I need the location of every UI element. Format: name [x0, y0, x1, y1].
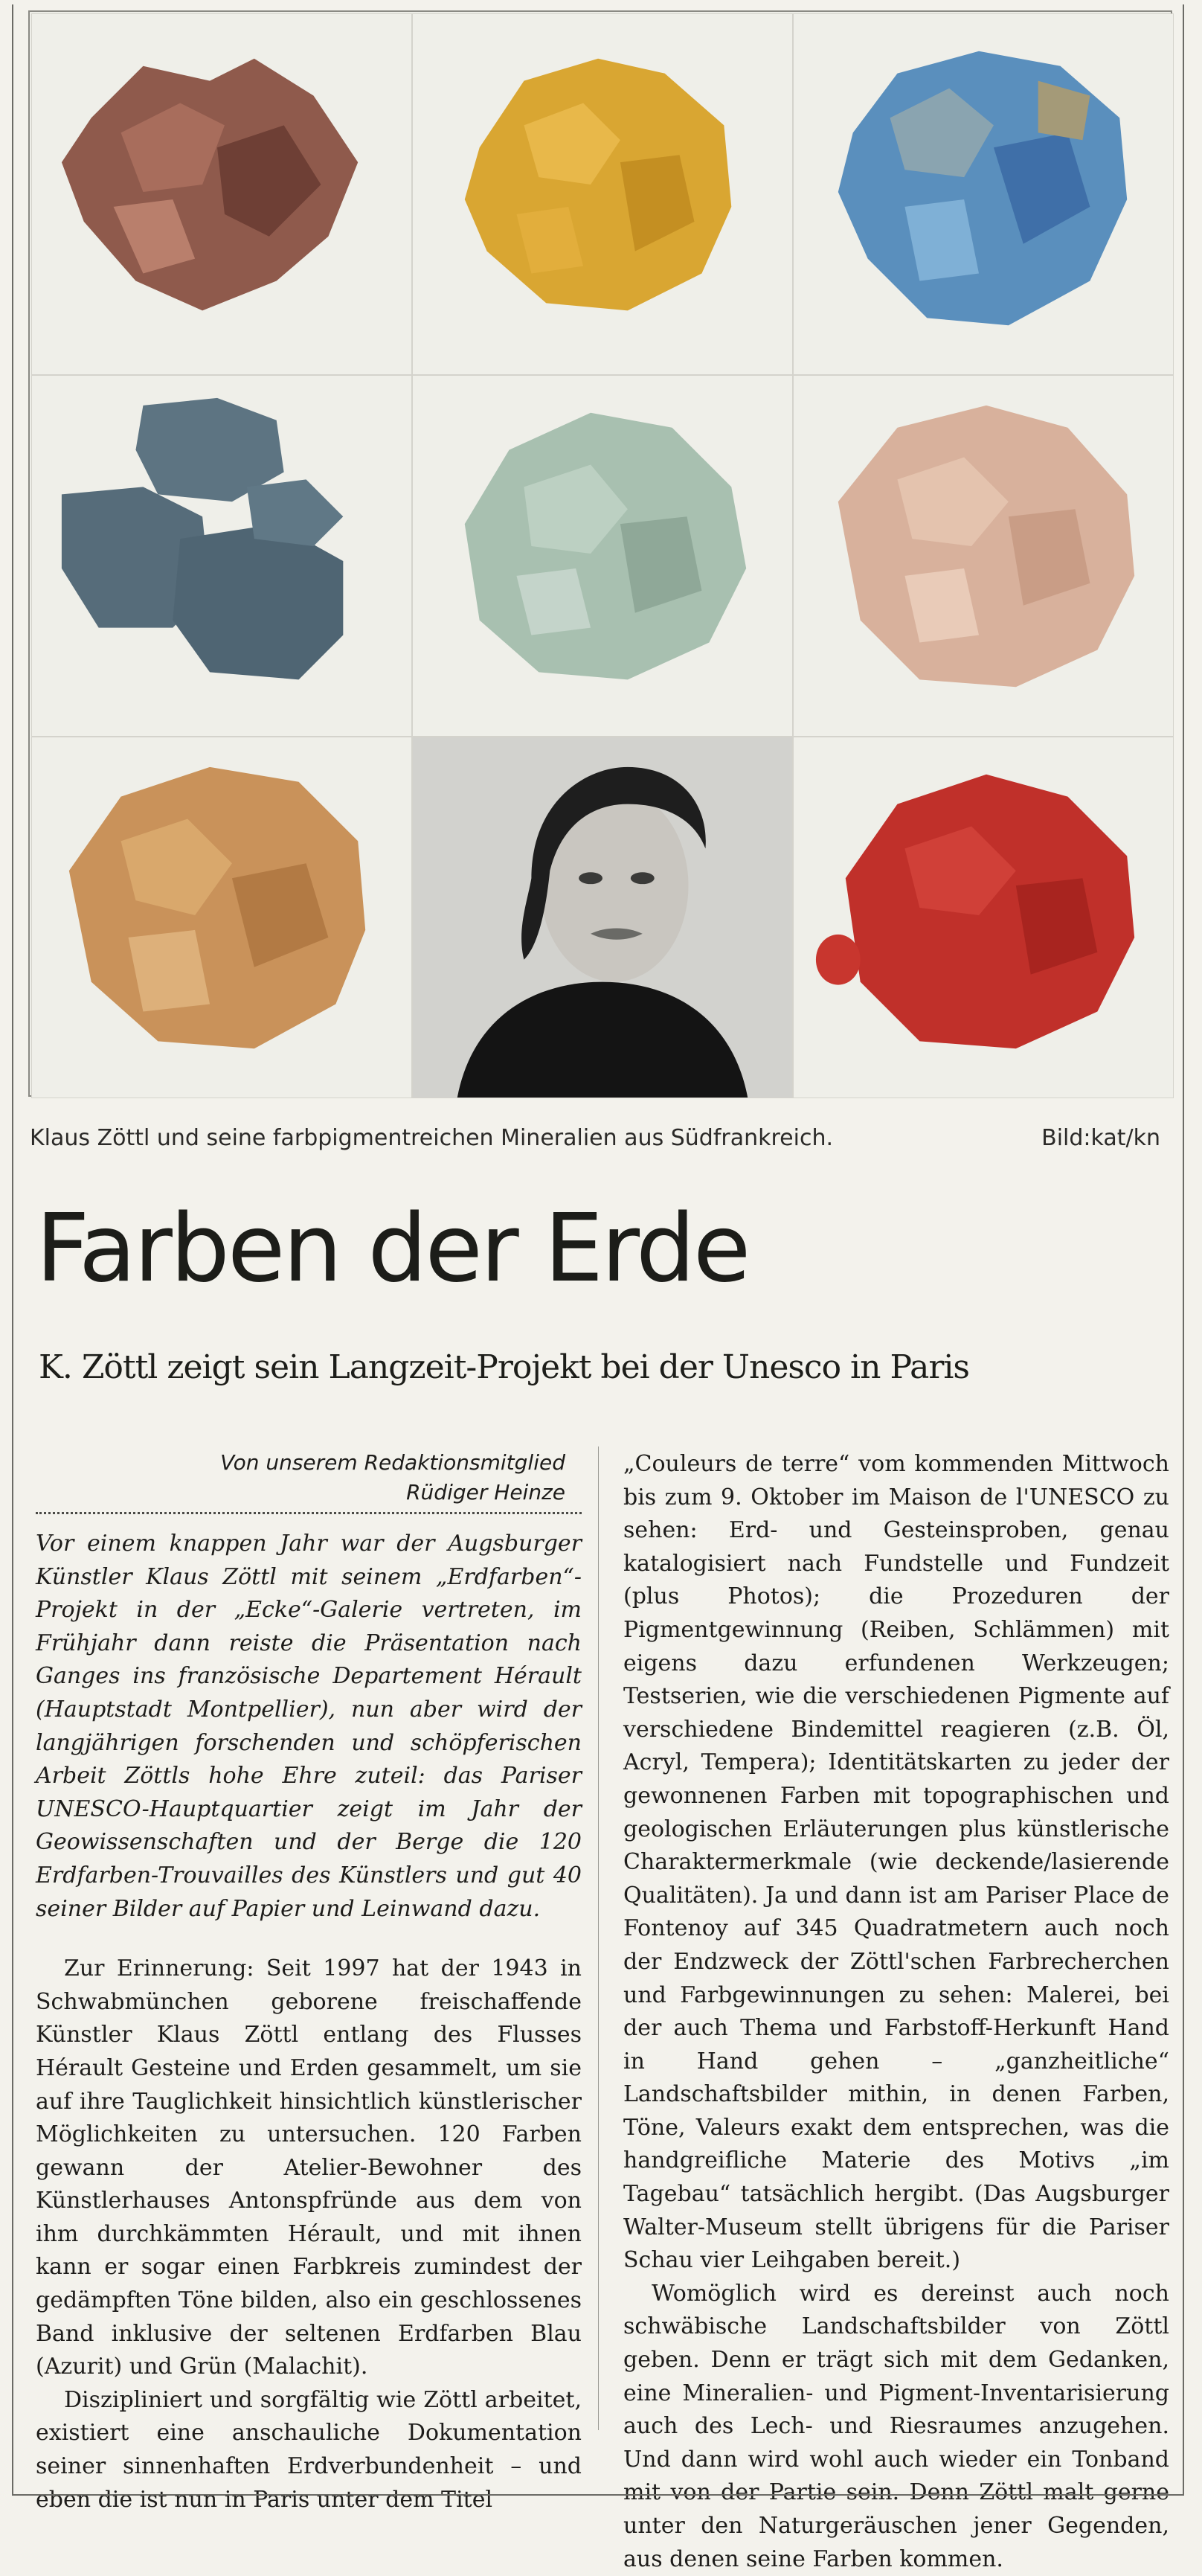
article-lead: Vor einem knappen Jahr war der Augsburger Künstler Klaus Zöttl mit seinem „Erdfarben“-Projekt in der „Ecke“-Galerie vertreten, im Frühjahr dann reiste die Präsentation nach Ganges ins französische Departement Hérault (Hauptstadt Montpellier), nun aber wird der langjährigen forschenden und schöpferischen Arbeit Zöttls hohe Ehre zuteil: das Pariser UNESCO-Hauptquartier zeigt im Jahr der Geowissenschaften und der Berge die 120 Erdfarben-Trouvailles des Künstlers und gut 40 seiner Bilder auf Papier und Leinwand dazu.	[36, 1531, 582, 1922]
column-divider	[598, 1446, 599, 2430]
byline-divider	[36, 1512, 582, 1514]
artist-portrait-photo	[412, 737, 793, 1098]
byline-author: Rüdiger Heinze	[406, 1480, 565, 1505]
red-ochre-pigment-photo	[793, 737, 1174, 1098]
headline: Farben der Erde	[36, 1194, 749, 1303]
page-bottom-rule	[12, 2494, 1184, 2496]
yellow-ochre-pigment-photo	[412, 13, 793, 375]
subheadline: K. Zöttl zeigt sein Langzeit-Projekt bei der Unesco in Paris	[39, 1348, 969, 1386]
caption-text: Klaus Zöttl und seine farbpigmentreichen Mineralien aus Südfrankreich.	[30, 1125, 834, 1151]
article-paragraph: Womöglich wird es dereinst auch noch schwäbische Landschaftsbilder von Zöttl geben. Denn er trägt sich mit dem Gedanken, eine Mineralien- und Pigment-Inventarisierung auch des Lech- und Riesraumes anzugehen. Und dann wird wohl auch wieder ein Tonband mit von der Partie sein. Denn Zöttl malt gerne unter den Naturgeräuschen jener Gegenden, aus denen seine Farben kommen.	[623, 2280, 1169, 2572]
article-paragraph: Diszipliniert und sorgfältig wie Zöttl arbeitet, existiert eine anschauliche Dokumentation seiner sinnenhaften Erdverbundenheit – und eben die ist nun in Paris unter dem Titel	[36, 2386, 582, 2513]
slate-gray-stones-photo	[31, 375, 412, 737]
photo-credit: Bild:kat/kn	[1041, 1125, 1160, 1151]
pink-pigment-photo	[793, 375, 1174, 737]
article-column-right	[623, 1448, 1169, 2576]
red-rock-pigment-photo	[31, 13, 412, 375]
blue-azurite-pigment-photo	[793, 13, 1174, 375]
photo-caption	[30, 1119, 1160, 1156]
photo-grid	[28, 10, 1172, 1097]
article-paragraph: „Couleurs de terre“ vom kommenden Mittwoch bis zum 9. Oktober im Maison de l'UNESCO zu sehen: Erd- und Gesteinsproben, genau katalogisiert nach Fundstelle und Fundzeit (plus Photos); die Prozeduren der Pigmentgewinnung (Reiben, Schlämmen) mit eigens dazu erfundenen Werkzeugen; Testserien, wie die verschiedenen Pigmente auf verschiedene Bindemittel reagieren (z.B. Öl, Acryl, Tempera); Identitätskarten zu jeder der gewonnenen Farben mit topographischen und geologischen Erläuterungen plus künstlerische Charaktermerkmale (wie deckende/lasierende Qualitäten). Ja und dann ist am Pariser Place de Fontenoy auf 345 Quadratmetern auch noch der Endzweck der Zöttl'schen Farbrecherchen und Farbgewinnungen zu sehen: Malerei, bei der auch Thema und Farbstoff-Herkunft Hand in Hand gehen – „ganzheitliche“ Landschaftsbilder mithin, in denen Farben, Töne, Valeurs exakt dem entsprechen, was die handgreifliche Materie des Motivs „im Tagebau“ tatsächlich hergibt. (Das Augsburger Walter-Museum stellt übrigens für die Pariser Schau vier Leihgaben bereit.)	[623, 1451, 1169, 2274]
article-paragraph: Zur Erinnerung: Seit 1997 hat der 1943 in Schwabmünchen geborene freischaffende Künstler Klaus Zöttl entlang des Flusses Hérault Gesteine und Erden gesammelt, um sie auf ihre Tauglichkeit hinsichtlich künstlerischer Möglichkeiten zu untersuchen. 120 Farben gewann der Atelier-Bewohner des Künstlerhauses Antonspfründe aus dem von ihm durchkämmten Hérault, und mit ihnen kann er sogar einen Farbkreis zumindest der gedämpften Töne bilden, also ein geschlossenes Band inklusive der seltenen Erdfarben Blau (Azurit) und Grün (Malachit).	[36, 1955, 582, 2380]
byline	[36, 1448, 582, 1508]
byline-role: Von unserem Redaktionsmitglied	[220, 1450, 565, 1475]
green-malachite-pigment-photo	[412, 375, 793, 737]
article-column-left	[36, 1448, 582, 2516]
orange-ochre-rock-photo	[31, 737, 412, 1098]
